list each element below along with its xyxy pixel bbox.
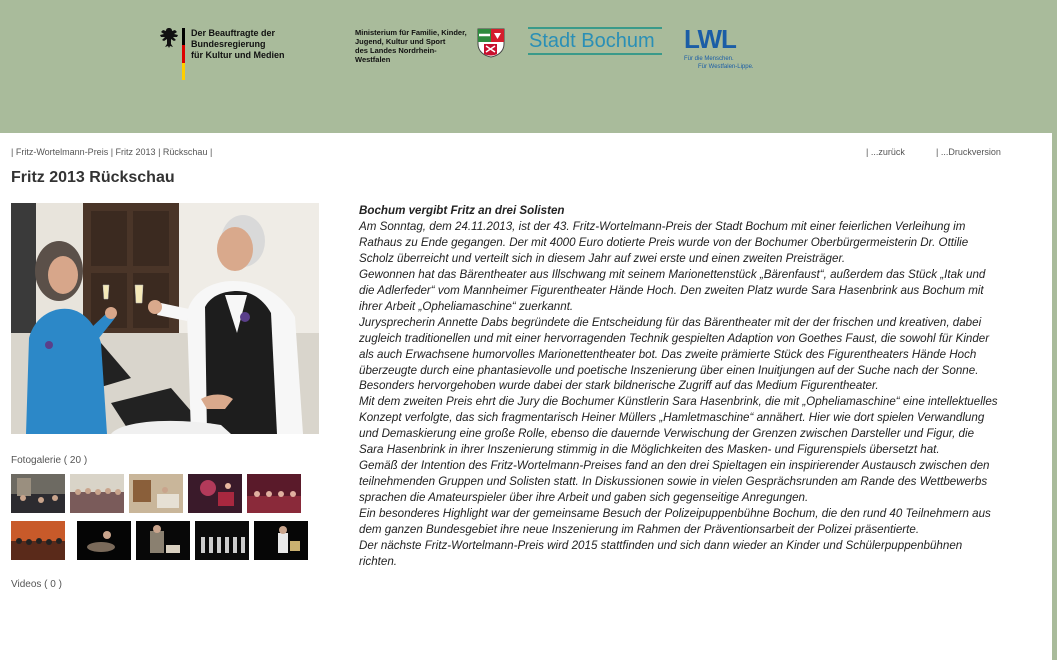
breadcrumb-item-fritz-2013[interactable]: Fritz 2013: [115, 147, 156, 157]
breadcrumb-separator: |: [108, 147, 116, 157]
header-banner: [0, 0, 1057, 133]
gallery-thumbnail[interactable]: [11, 474, 65, 513]
photo-gallery-link[interactable]: Fotogalerie ( 20 ): [11, 455, 88, 466]
lwl-logo-sub1: Für die Menschen.: [684, 56, 734, 62]
lwl-logo[interactable]: [684, 26, 784, 72]
gallery-thumbnail[interactable]: [11, 521, 65, 560]
page-title: Fritz 2013 Rückschau: [11, 169, 175, 186]
videos-link[interactable]: Videos ( 0 ): [11, 579, 62, 590]
stadt-bochum-logo[interactable]: [528, 27, 664, 55]
ministry-nrw-logo[interactable]: [355, 28, 467, 64]
bkm-logo[interactable]: [158, 26, 338, 82]
gallery-thumbnail[interactable]: [70, 474, 124, 513]
window-scrollbar[interactable]: [1052, 133, 1057, 660]
article-paragraph: Mit dem zweiten Preis ehrt die Jury die Bochumer Künstlerin Sara Hasenbrink, die mit „Opheliamaschine“ eine intellektuelles Konzept verfolgte, das sich fragmentarisch Heiner Müllers „Hamletmaschine“ annähert. Hier wie dort spielen Verwandlung und Demaskierung eine große Rolle, ebenso die dauernde Verwischung der Grenzen zwischen Darsteller und Figur, die Sara Hasenbrink in ihrer Inszenierung stimmig in die Möglichkeiten des Masken- und Figurenspiels übersetzt hat.: [359, 395, 998, 457]
breadcrumb-item-rueckschau[interactable]: Rückschau: [162, 147, 208, 157]
print-version-link[interactable]: | ...Druckversion: [936, 147, 1001, 157]
gallery-thumbnail[interactable]: [129, 474, 183, 513]
gallery-thumbnail[interactable]: [254, 521, 308, 560]
back-link[interactable]: | ...zurück: [866, 147, 905, 157]
main-photo[interactable]: [11, 203, 319, 434]
federal-eagle-icon: [158, 26, 180, 48]
nrw-crest-icon: [477, 28, 505, 58]
breadcrumb-separator: |: [11, 147, 16, 157]
bkm-logo-text: Der Beauftragte der Bundesregierung für Kultur und Medien: [191, 28, 285, 60]
breadcrumb-separator: |: [155, 147, 163, 157]
bochum-logo-text: Stadt Bochum: [529, 30, 655, 52]
article-body: [359, 203, 999, 570]
lwl-logo-sub2: Für Westfalen-Lippe.: [698, 64, 754, 70]
article-paragraph: Der nächste Fritz-Wortelmann-Preis wird 2015 stattfinden und sich dann wieder an Kinder und Schülerpuppenbühnen richten.: [359, 539, 963, 568]
breadcrumb: [11, 147, 212, 157]
content-panel: [0, 133, 1052, 660]
gallery-thumbnail[interactable]: [188, 474, 242, 513]
gallery-thumbnail[interactable]: [77, 521, 131, 560]
breadcrumb-item-fritz-wortelmann-preis[interactable]: Fritz-Wortelmann-Preis: [15, 147, 109, 157]
article-paragraph: Jurysprecherin Annette Dabs begründete die Entscheidung für das Bärentheater mit der der frischen und kreativen, dabei zugleich traditionellen und mit einer hervorragenden Technik gespielten Adaption von Goethes Faust, die sowohl für Kinder als auch Erwachsene humorvolles Marionettentheater bot. Das zweite prämierte Stück des Figurentheaters Hände Hoch überzeugte durch eine phantasievolle und poetische Inszenierung über einen Inuitjungen auf der Suche nach der Sonne. Besonders hervorgehoben wurde dabei der stark bildnerische Zugriff auf das Medium Figurentheater.: [359, 315, 990, 393]
breadcrumb-separator: |: [207, 147, 213, 157]
gallery-thumbnail[interactable]: [195, 521, 249, 560]
article-headline: Bochum vergibt Fritz an drei Solisten: [359, 204, 565, 217]
bochum-logo-bottom-line: [528, 53, 662, 55]
article-paragraph: Gemäß der Intention des Fritz-Wortelmann-Preises fand an den drei Spieltagen ein inspirierender Austausch zwischen den teilnehmenden Gruppen und Solisten statt. In Diskussionen sowie in vielen Gesprächsrunden am Rande des Wettbewerbs sprachen die Amateurspieler über ihre Arbeit und gaben sich gegenseitige Anregungen.: [359, 459, 990, 505]
bochum-logo-top-line: [528, 27, 662, 29]
lwl-logo-name: LWL: [684, 24, 736, 54]
article-paragraph: Am Sonntag, dem 24.11.2013, ist der 43. Fritz-Wortelmann-Preis der Stadt Bochum mit einer feierlichen Verleihung im Rathaus zu Ende gegangen. Der mit 4000 Euro dotierte Preis wurde von der Bochumer Oberbürgermeisterin Dr. Ottilie Scholz überreicht und verteilt sich in diesem Jahr auf zwei erste und einen zweiten Preisträger.: [359, 219, 969, 265]
german-flag-bar: [182, 28, 185, 80]
ministry-logo-text: Ministerium für Familie, Kinder, Jugend, Kultur und Sport des Landes Nordrhein-Westfalen: [355, 28, 467, 64]
article-paragraph: Gewonnen hat das Bärentheater aus Illschwang mit seinem Marionettenstück „Bärenfaust“, außerdem das Stück „Itak und die Adlerfeder“ vom Mannheimer Figurentheater Hände Hoch. Den zweiten Platz wurde Sara Hasenbrink aus Bochum mit ihrer Arbeit „Opheliamaschine“ zuerkannt.: [359, 267, 986, 313]
article-paragraph: Ein besonderes Highlight war der gemeinsame Besuch der Polizeipuppenbühne Bochum, die den rund 40 Teilnehmern aus dem ganzen Bundesgebiet ihre neue Inszenierung im Rahmen der Präventionsarbeit der Polizei präsentierte.: [359, 507, 991, 537]
gallery-thumbnail[interactable]: [136, 521, 190, 560]
gallery-thumbnail[interactable]: [247, 474, 301, 513]
